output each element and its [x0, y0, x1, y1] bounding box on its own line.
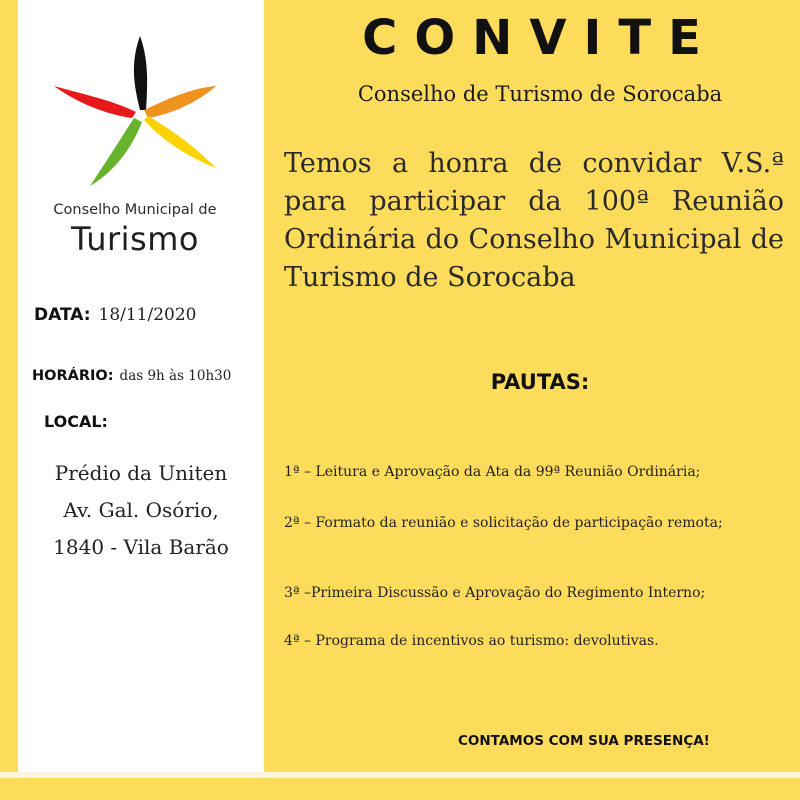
agenda-item: 1ª – Leitura e Aprovação da Ata da 99ª Reunião Ordinária;	[284, 464, 701, 480]
page-subtitle: Conselho de Turismo de Sorocaba	[357, 82, 723, 106]
address-line: Prédio da Uniten	[54, 461, 228, 485]
logo	[30, 30, 240, 260]
agenda-item: 2ª – Formato da reunião e solicitação de participação remota;	[284, 515, 723, 531]
logo-subtitle: Conselho Municipal de	[53, 202, 217, 218]
date-row	[34, 305, 196, 325]
pinwheel-logo-icon	[48, 30, 222, 195]
bottom-strip	[0, 772, 800, 778]
agenda-item: 4ª – Programa de incentivos ao turismo: devolutivas.	[284, 633, 659, 649]
logo-name: Turismo	[71, 220, 199, 258]
closing-message: CONTAMOS COM SUA PRESENÇA!	[458, 733, 710, 749]
time-row	[32, 365, 231, 384]
page-title: CONVITE	[362, 10, 718, 66]
date-label: DATA:	[34, 305, 91, 325]
agenda-heading: PAUTAS:	[490, 370, 590, 394]
address	[22, 455, 260, 566]
address-line: Av. Gal. Osório,	[63, 498, 219, 522]
invitation-text: Temos a honra de convidar V.S.ª para participar da 100ª Reunião Ordinária do Conselho Municipal de Turismo de Sorocaba	[284, 148, 784, 293]
agenda-item: 3ª –Primeira Discussão e Aprovação do Regimento Interno;	[284, 585, 706, 601]
local-label: LOCAL:	[44, 412, 108, 431]
time-value: das 9h às 10h30	[119, 368, 232, 384]
date-value: 18/11/2020	[98, 305, 197, 325]
time-label: HORÁRIO:	[32, 368, 114, 384]
address-line: 1840 - Vila Barão	[53, 535, 229, 559]
